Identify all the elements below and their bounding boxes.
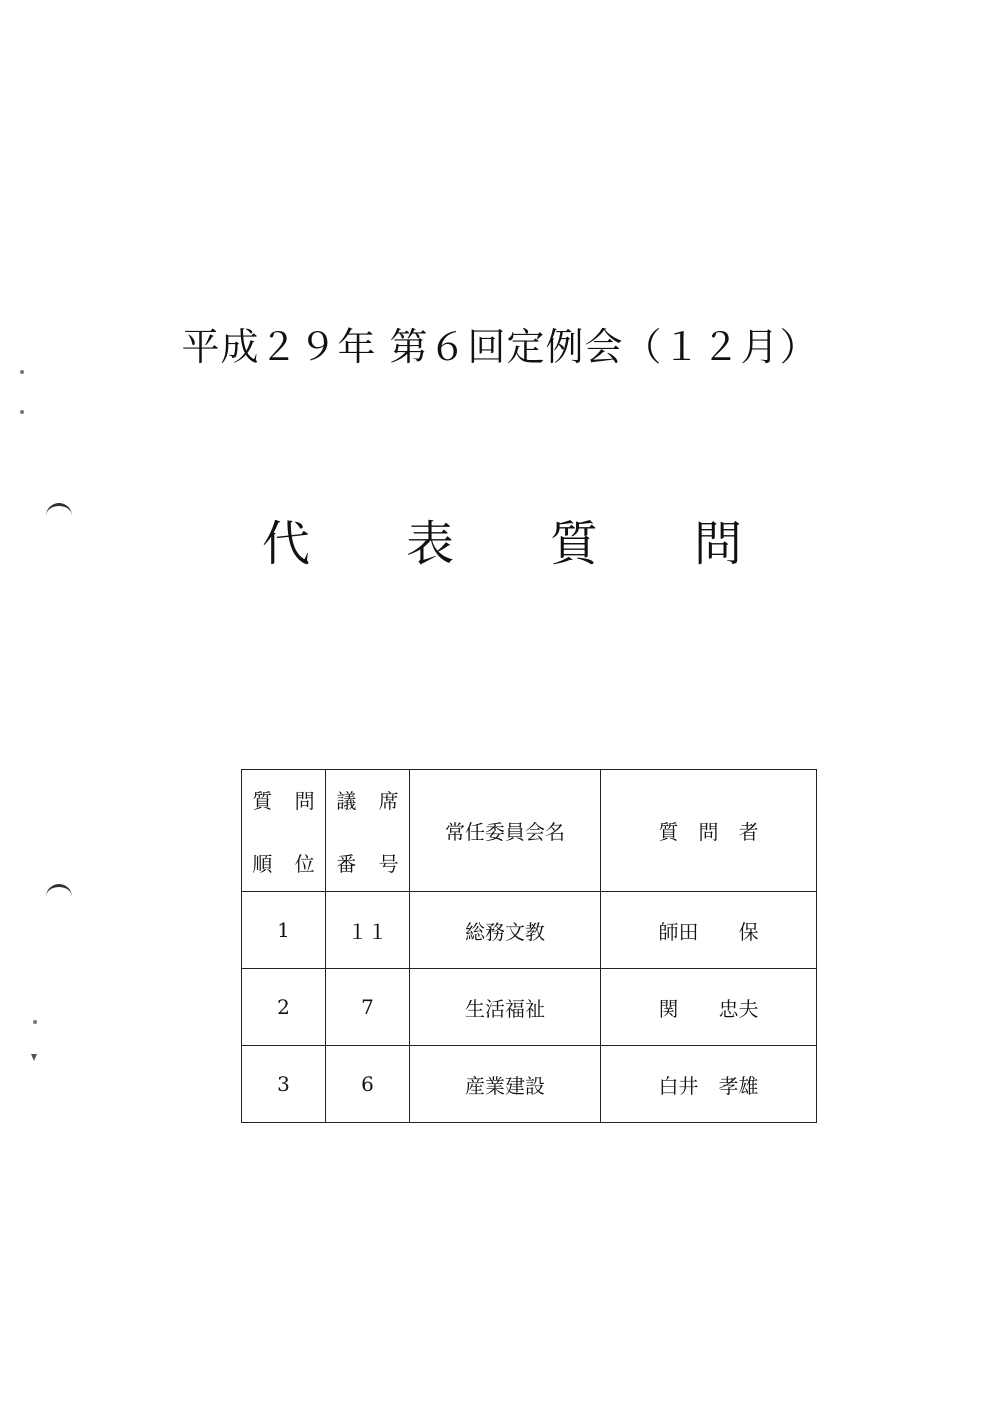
cell-committee: 生活福祉 <box>410 969 601 1046</box>
cell-committee: 産業建設 <box>410 1046 601 1123</box>
cell-committee: 総務文教 <box>410 892 601 969</box>
punch-hole-mark-top <box>46 503 72 520</box>
heading-char: 代 <box>262 516 311 572</box>
cell-seat: 7 <box>326 969 410 1046</box>
questioner-table <box>241 769 817 1123</box>
scan-speck-triangle <box>31 1054 37 1061</box>
page-title: 平成２９年 第６回定例会（１２月） <box>181 325 819 369</box>
cell-seat: １１ <box>326 892 410 969</box>
header-order-line1: 質 問 <box>252 788 323 813</box>
header-order <box>242 770 326 892</box>
header-questioner: 質 問 者 <box>601 770 817 892</box>
header-seat <box>326 770 410 892</box>
table-header-row <box>242 770 817 892</box>
document-heading <box>262 512 742 576</box>
table-row <box>242 1046 817 1123</box>
cell-order: 3 <box>242 1046 326 1123</box>
header-seat-line2: 番 号 <box>336 851 407 876</box>
heading-char: 問 <box>693 516 742 572</box>
cell-questioner: 師田 保 <box>601 892 817 969</box>
scan-speck <box>20 410 24 414</box>
heading-char: 表 <box>405 516 454 572</box>
heading-char: 質 <box>549 516 598 572</box>
cell-questioner: 関 忠夫 <box>601 969 817 1046</box>
header-committee: 常任委員会名 <box>410 770 601 892</box>
cell-order: 2 <box>242 969 326 1046</box>
header-order-line2: 順 位 <box>252 851 323 876</box>
cell-order: 1 <box>242 892 326 969</box>
cell-seat: 6 <box>326 1046 410 1123</box>
punch-hole-mark-bottom <box>46 884 72 901</box>
table-row <box>242 892 817 969</box>
cell-questioner: 白井 孝雄 <box>601 1046 817 1123</box>
scan-speck <box>33 1020 37 1024</box>
table-row <box>242 969 817 1046</box>
header-seat-line1: 議 席 <box>336 788 407 813</box>
